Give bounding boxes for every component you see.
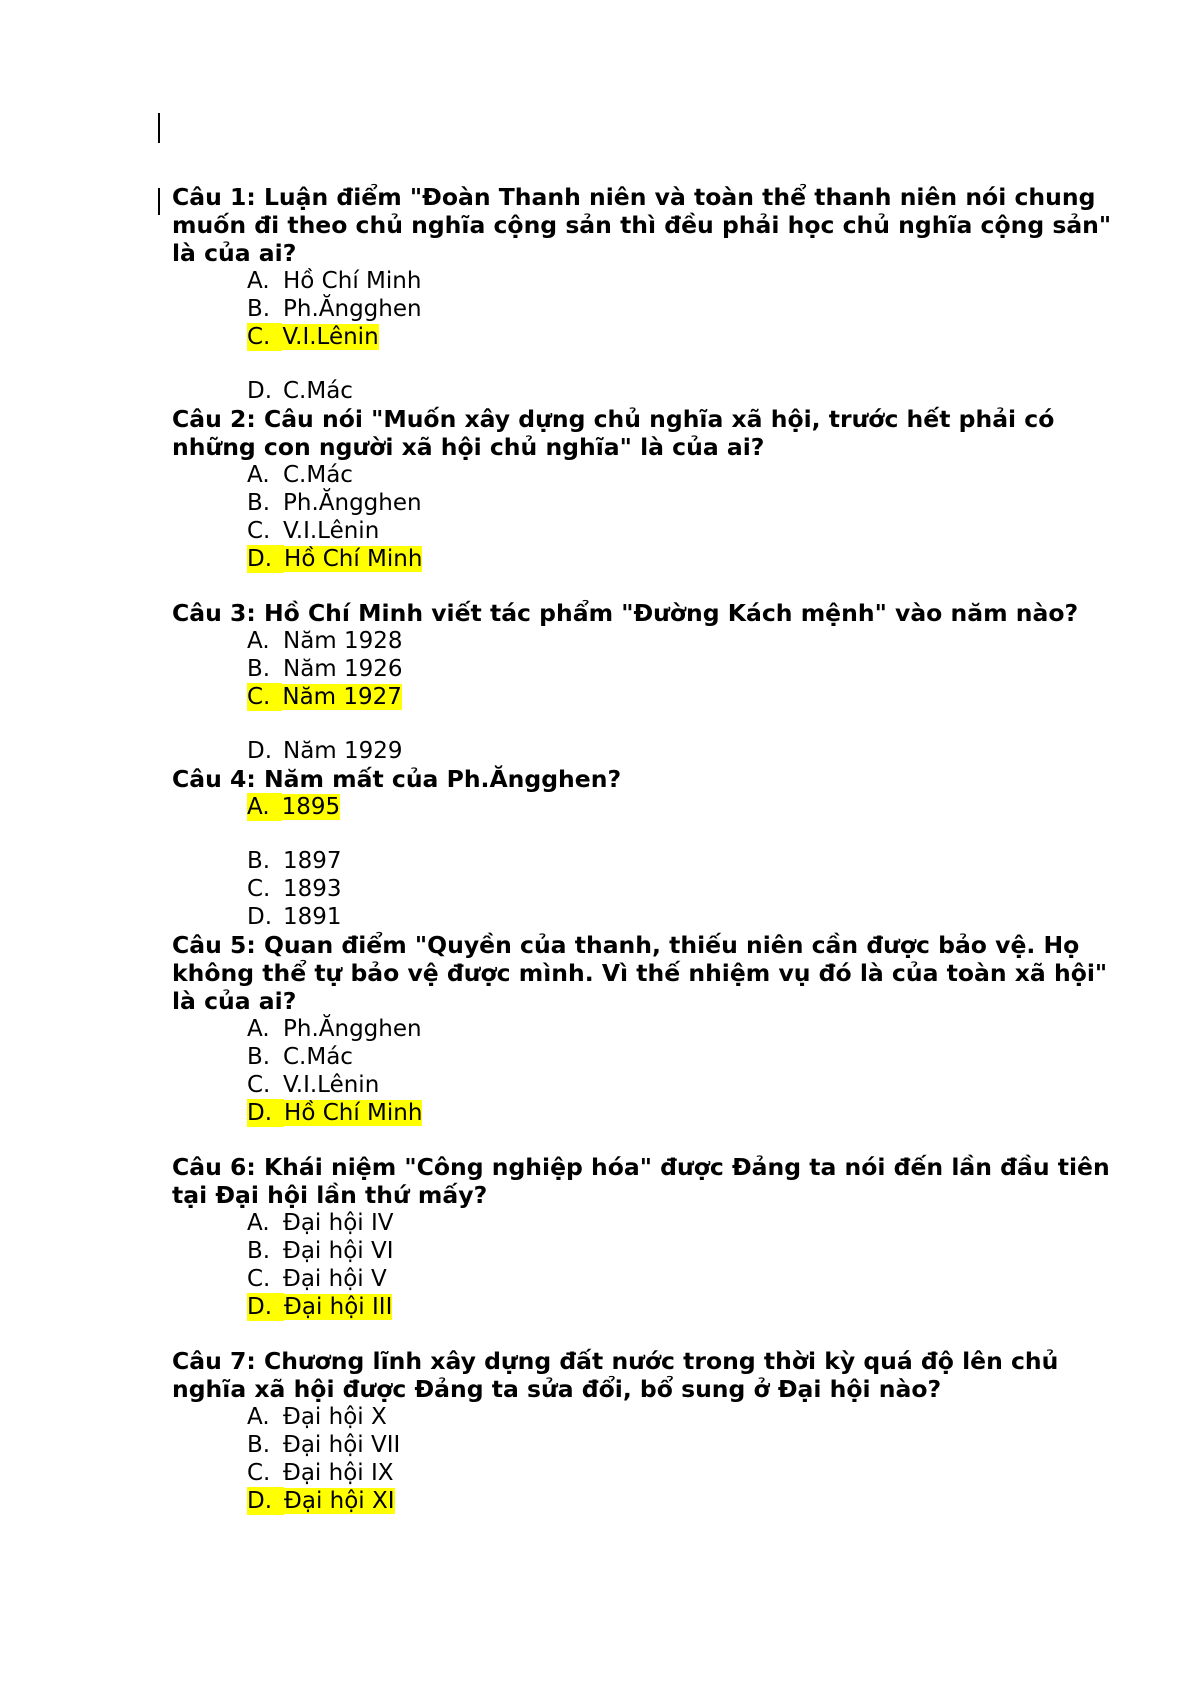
option-a <box>247 1015 1112 1043</box>
option-text: Hồ Chí Minh <box>283 268 422 294</box>
question-2 <box>172 405 1112 573</box>
option-text: Năm 1929 <box>283 738 403 764</box>
option-d <box>247 377 1112 405</box>
option-letter: C. <box>247 1460 271 1486</box>
option-a <box>247 461 1112 489</box>
question-7 <box>172 1347 1112 1515</box>
option-letter: C. <box>247 518 271 544</box>
option-c-correct <box>247 323 1112 351</box>
option-letter: A. <box>247 1016 270 1042</box>
option-c <box>247 517 1112 545</box>
option-d-correct <box>247 545 1112 573</box>
option-text: Đại hội V <box>283 1266 387 1292</box>
option-text: C.Mác <box>283 378 353 404</box>
option-list <box>172 267 1112 405</box>
option-letter: A. <box>247 1404 270 1430</box>
option-text: C.Mác <box>283 1044 353 1070</box>
option-d-correct <box>247 1293 1112 1321</box>
option-d <box>247 737 1112 765</box>
option-text: Ph.Ăngghen <box>283 1016 422 1042</box>
option-text: Đại hội VI <box>283 1238 394 1264</box>
option-letter: D. <box>247 904 273 930</box>
option-letter: D. <box>247 1099 284 1127</box>
question-title: Câu 7: Chương lĩnh xây dựng đất nước trong thời kỳ quá độ lên chủ nghĩa xã hội được Đảng ta sửa đổi, bổ sung ở Đại hội nào? <box>172 1347 1059 1403</box>
option-letter: C. <box>247 323 282 351</box>
option-a <box>247 267 1112 295</box>
option-text: Đại hội VII <box>283 1432 401 1458</box>
option-c <box>247 1071 1112 1099</box>
option-letter: A. <box>247 462 270 488</box>
option-text: Đại hội III <box>284 1294 393 1320</box>
option-text: V.I.Lênin <box>283 518 380 544</box>
option-text: 1897 <box>283 848 342 874</box>
question-title: Câu 2: Câu nói "Muốn xây dựng chủ nghĩa xã hội, trước hết phải có những con người xã hội chủ nghĩa" là của ai? <box>172 405 1055 461</box>
option-letter: C. <box>247 683 282 711</box>
option-text: Đại hội IX <box>283 1460 394 1486</box>
question-title: Câu 6: Khái niệm "Công nghiệp hóa" được Đảng ta nói đến lần đầu tiên tại Đại hội lần thứ mấy? <box>172 1153 1110 1209</box>
option-letter: A. <box>247 1210 270 1236</box>
option-c <box>247 1459 1112 1487</box>
option-b <box>247 655 1112 683</box>
option-b <box>247 489 1112 517</box>
option-list <box>172 793 1112 931</box>
question-1 <box>172 183 1112 405</box>
option-b <box>247 295 1112 323</box>
option-text: 1895 <box>281 794 341 820</box>
option-letter: B. <box>247 848 271 874</box>
option-letter: D. <box>247 738 273 764</box>
option-list <box>172 1403 1112 1515</box>
option-a <box>247 1403 1112 1431</box>
question-4 <box>172 765 1112 931</box>
option-text: Hồ Chí Minh <box>284 1100 423 1126</box>
option-d <box>247 903 1112 931</box>
option-letter: B. <box>247 1044 271 1070</box>
option-c <box>247 1265 1112 1293</box>
option-a-correct <box>247 793 1112 821</box>
question-title: Câu 5: Quan điểm "Quyền của thanh, thiếu niên cần được bảo vệ. Họ không thể tự bảo vệ được mình. Vì thế nhiệm vụ đó là của toàn xã hội" là của ai? <box>172 931 1108 1015</box>
option-text: Năm 1928 <box>283 628 403 654</box>
option-text: 1891 <box>283 904 342 930</box>
option-letter: A. <box>247 268 270 294</box>
option-text: Ph.Ăngghen <box>283 296 422 322</box>
option-a <box>247 1209 1112 1237</box>
option-letter: B. <box>247 1432 271 1458</box>
option-list <box>172 461 1112 573</box>
question-3 <box>172 599 1112 765</box>
option-letter: A. <box>247 793 282 821</box>
option-letter: C. <box>247 1266 271 1292</box>
option-d-correct <box>247 1099 1112 1127</box>
text-cursor-mark <box>158 113 160 143</box>
option-letter: D. <box>247 1293 284 1321</box>
option-letter: A. <box>247 628 270 654</box>
option-d-correct <box>247 1487 1112 1515</box>
option-letter: C. <box>247 1072 271 1098</box>
option-b <box>247 1237 1112 1265</box>
option-text: Đại hội XI <box>284 1488 395 1514</box>
option-text: Ph.Ăngghen <box>283 490 422 516</box>
option-c <box>247 875 1112 903</box>
question-title: Câu 1: Luận điểm "Đoàn Thanh niên và toàn thể thanh niên nói chung muốn đi theo chủ nghĩa cộng sản thì đều phải học chủ nghĩa cộng sản" là của ai? <box>172 183 1112 267</box>
option-letter: C. <box>247 876 271 902</box>
option-text: Hồ Chí Minh <box>284 546 423 572</box>
question-5 <box>172 931 1112 1127</box>
option-b <box>247 1043 1112 1071</box>
option-list <box>172 1209 1112 1321</box>
option-letter: B. <box>247 656 271 682</box>
option-text: V.I.Lênin <box>283 1072 380 1098</box>
option-b <box>247 1431 1112 1459</box>
option-letter: D. <box>247 378 273 404</box>
option-b <box>247 847 1112 875</box>
option-list <box>172 627 1112 765</box>
option-list <box>172 1015 1112 1127</box>
question-title: Câu 3: Hồ Chí Minh viết tác phẩm "Đường Kách mệnh" vào năm nào? <box>172 599 1079 627</box>
option-letter: B. <box>247 1238 271 1264</box>
question-6 <box>172 1153 1112 1321</box>
option-a <box>247 627 1112 655</box>
option-text: V.I.Lênin <box>282 324 379 350</box>
option-text: C.Mác <box>283 462 353 488</box>
option-text: Đại hội X <box>283 1404 387 1430</box>
quiz-content <box>172 183 1112 1515</box>
option-letter: B. <box>247 490 271 516</box>
option-text: 1893 <box>283 876 342 902</box>
question-title: Câu 4: Năm mất của Ph.Ăngghen? <box>172 765 622 793</box>
option-text: Năm 1926 <box>283 656 403 682</box>
option-letter: D. <box>247 1487 284 1515</box>
option-text: Đại hội IV <box>283 1210 394 1236</box>
option-text: Năm 1927 <box>282 684 402 710</box>
text-cursor-mark <box>158 188 160 215</box>
option-letter: B. <box>247 296 271 322</box>
option-letter: D. <box>247 545 284 573</box>
option-c-correct <box>247 683 1112 711</box>
